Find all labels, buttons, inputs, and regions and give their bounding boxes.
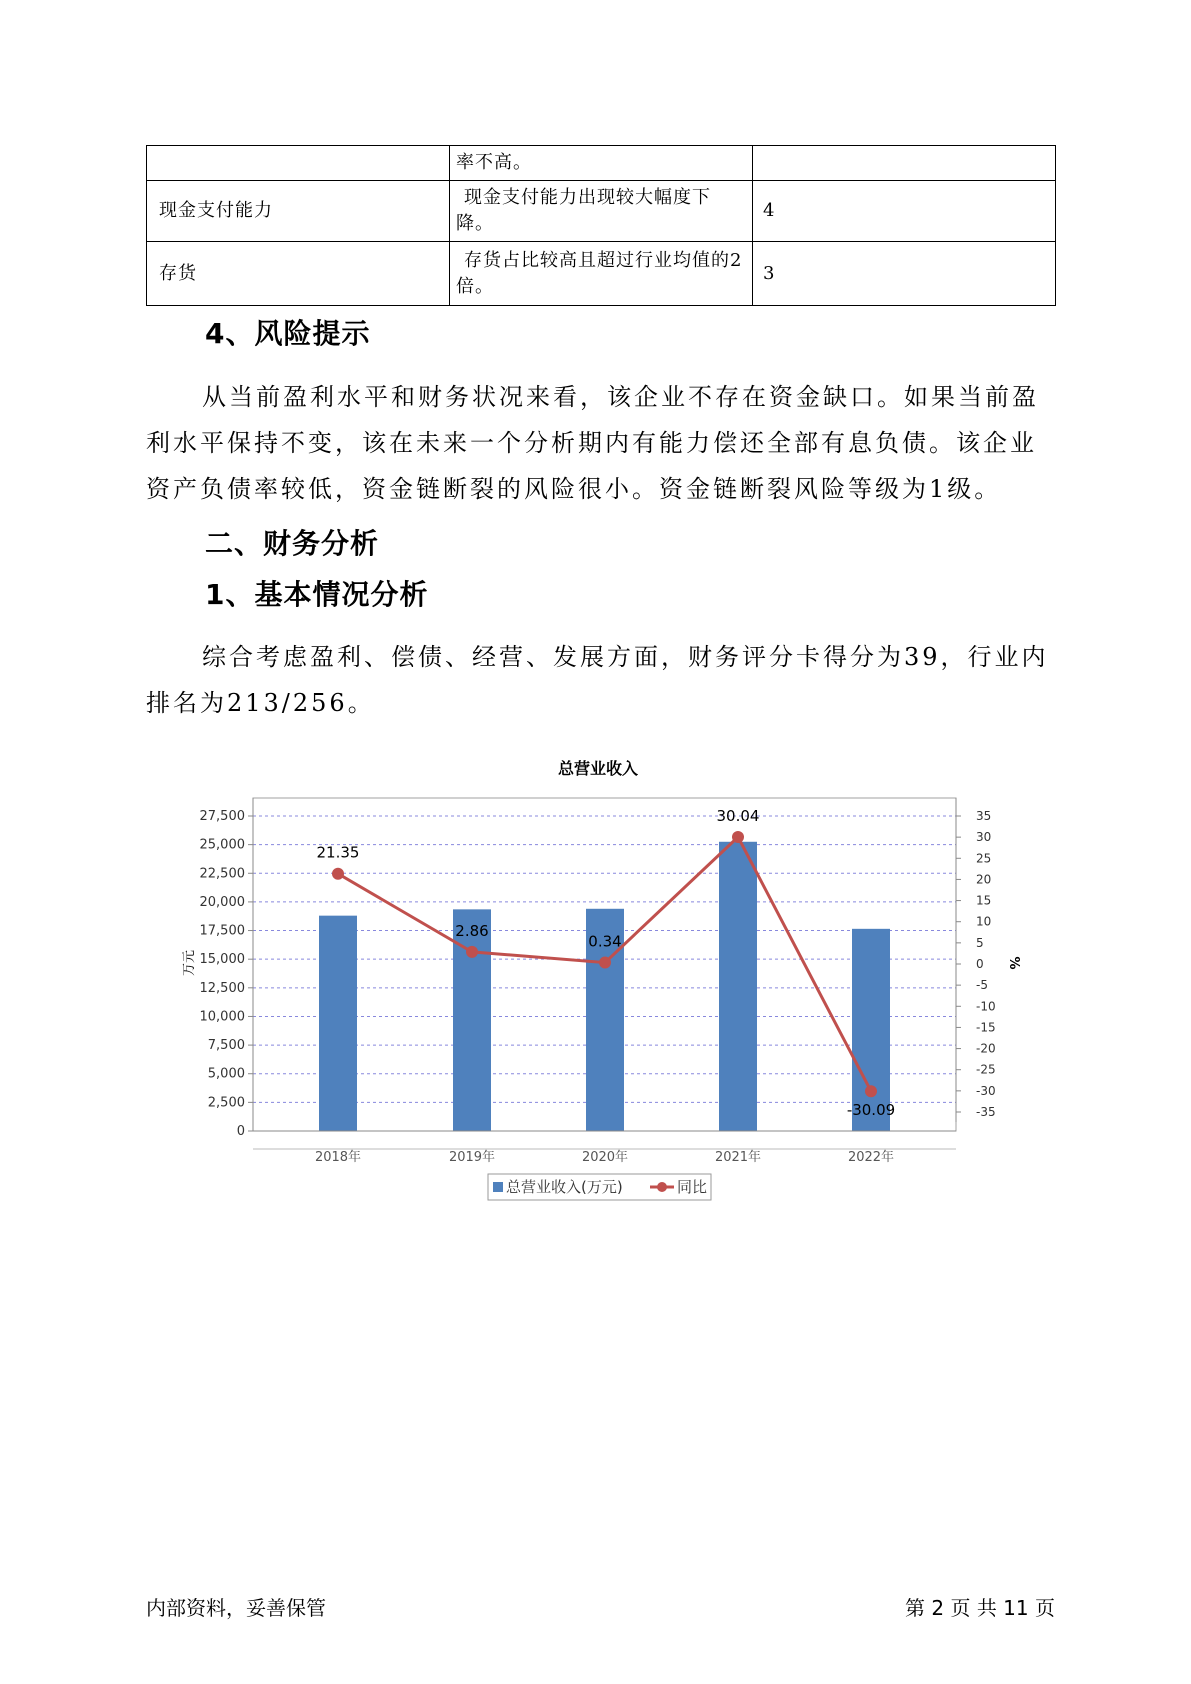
- legend-line-label: 同比: [677, 1178, 708, 1196]
- right-tick-label: 35: [976, 809, 992, 823]
- data-point: [732, 831, 744, 843]
- y2-axis-label: %: [1006, 956, 1021, 970]
- bar: [719, 842, 757, 1131]
- left-tick-label: 12,500: [199, 980, 245, 996]
- left-axis: [200, 798, 254, 1139]
- table-cell-desc: 现金支付能力出现较大幅度下降。: [450, 181, 753, 242]
- right-tick-label: -15: [976, 1020, 996, 1035]
- right-tick-label: -20: [976, 1041, 996, 1056]
- left-tick-label: 15,000: [199, 952, 245, 968]
- right-tick-label: -30: [976, 1083, 996, 1098]
- left-tick-label: 17,500: [199, 923, 245, 939]
- data-label: 30.04: [716, 806, 760, 825]
- right-tick-label: 30: [976, 830, 992, 845]
- table-cell-desc: 存货占比较高且超过行业均值的2倍。: [450, 242, 753, 306]
- right-axis: [956, 798, 996, 1122]
- chart-title: 总营业收入: [557, 759, 639, 778]
- footer-left: 内部资料，妥善保管: [146, 1596, 326, 1620]
- sub-heading-basic: 1、基本情况分析: [205, 578, 429, 611]
- chart-legend: [488, 1174, 711, 1200]
- left-tick-label: 7,500: [207, 1038, 245, 1054]
- right-tick-label: 0: [976, 957, 984, 971]
- bar-series: [316, 842, 890, 1131]
- data-label: 0.34: [588, 932, 622, 951]
- right-tick-label: -35: [976, 1105, 996, 1119]
- left-tick-label: 27,500: [199, 809, 245, 824]
- table-cell-item: 存货: [147, 242, 450, 306]
- x-tick-label: 2021年: [714, 1150, 762, 1165]
- right-tick-label: 5: [976, 935, 984, 950]
- right-tick-label: -5: [976, 978, 988, 993]
- risk-paragraph: 从当前盈利水平和财务状况来看，该企业不存在资金缺口。如果当前盈利水平保持不变，该在未来一个分析期内有能力偿还全部有息负债。该企业资产负债率较低，资金链断裂的风险很小。资金链断裂风险等级为1级。: [146, 383, 1039, 503]
- right-tick-label: 25: [976, 851, 992, 866]
- table-cell-item: 现金支付能力: [147, 181, 450, 242]
- data-label: 2.86: [455, 921, 489, 940]
- right-tick-label: 15: [976, 893, 992, 908]
- legend-bar-swatch: [493, 1182, 503, 1192]
- left-tick-label: 22,500: [199, 866, 245, 882]
- x-tick-label: 2022年: [847, 1150, 895, 1165]
- x-tick-label: 2020年: [581, 1150, 629, 1165]
- bar: [319, 916, 357, 1131]
- data-point: [865, 1085, 877, 1097]
- left-tick-label: 2,500: [207, 1095, 245, 1111]
- left-tick-label: 25,000: [199, 837, 245, 853]
- data-point: [599, 957, 611, 969]
- x-tick-label: 2019年: [448, 1150, 496, 1165]
- data-label: -30.09: [846, 1101, 896, 1120]
- finance-paragraph: 综合考虑盈利、偿债、经营、发展方面，财务评分卡得分为39，行业内排名为213/256。: [146, 643, 1049, 717]
- right-tick-label: 20: [976, 872, 992, 887]
- right-tick-label: 10: [976, 914, 992, 929]
- legend-bar-label: 总营业收入(万元): [506, 1178, 623, 1196]
- data-label: 21.35: [316, 843, 360, 862]
- data-point: [332, 868, 344, 880]
- x-tick-label: 2018年: [314, 1150, 362, 1165]
- footer-right: 第 2 页 共 11 页: [905, 1596, 1055, 1620]
- section-heading-finance: 二、财务分析: [205, 527, 380, 560]
- left-tick-label: 5,000: [207, 1066, 245, 1082]
- left-tick-label: 10,000: [199, 1009, 245, 1025]
- section-heading-risk: 4、风险提示: [205, 317, 371, 350]
- table-cell-desc: 率不高。: [450, 146, 753, 181]
- legend-marker: [657, 1182, 667, 1192]
- table-cell-score: 4: [753, 181, 1056, 242]
- left-tick-label: 20,000: [199, 894, 245, 910]
- left-tick-label: 0: [236, 1124, 245, 1139]
- data-point: [466, 946, 478, 958]
- right-tick-label: -25: [976, 1062, 996, 1077]
- y-axis-label: 万元: [182, 949, 197, 977]
- right-tick-label: -10: [976, 999, 996, 1014]
- x-axis: [253, 1131, 956, 1165]
- table-cell-score: 3: [753, 242, 1056, 306]
